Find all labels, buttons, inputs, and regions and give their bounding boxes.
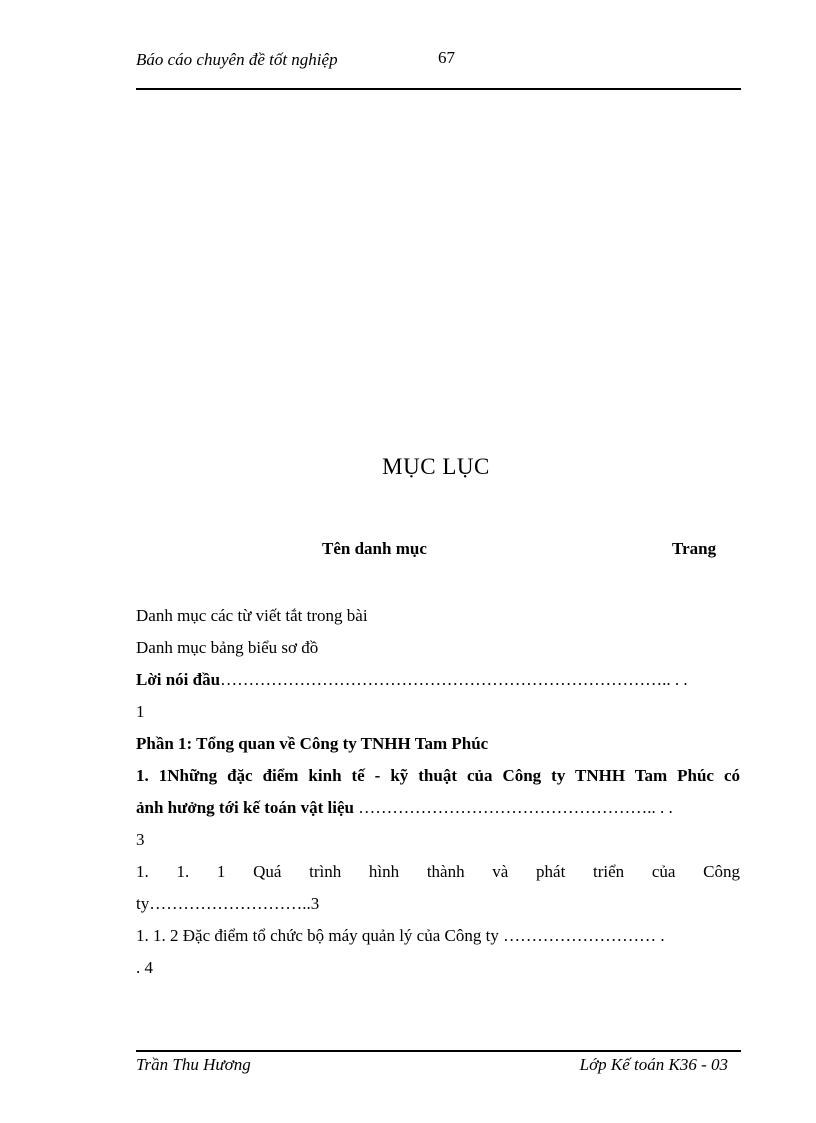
- footer-class-name: Lớp Kế toán K36 - 03: [579, 1055, 728, 1074]
- page-footer: [136, 1055, 740, 1081]
- header-rule: [136, 88, 741, 90]
- toc-entry-1-1-1: 1. 1. 1 Quá trình hình thành và phát triển của Công: [136, 862, 740, 881]
- toc-entry-1-1: 1. 1Những đặc điểm kinh tế - kỹ thuật của Công ty TNHH Tam Phúc có: [136, 766, 740, 785]
- toc-column-page-heading: Trang: [672, 539, 717, 558]
- toc-entry-1-1-leader: …………………………………………….. . .: [353, 798, 673, 817]
- toc-entry-1-1-label: ảnh hưởng tới kế toán vật liệu: [136, 798, 354, 817]
- toc-title: MỤC LỤC: [382, 454, 490, 479]
- toc-entry-abbreviations: Danh mục các từ viết tắt trong bài: [136, 606, 368, 625]
- toc-entry-1-1-2: 1. 1. 2 Đặc điểm tổ chức bộ máy quản lý của Công ty ……………………… .: [136, 926, 665, 945]
- toc-entry-preface: [136, 664, 740, 696]
- toc-entry-1-1-2-page: . 4: [136, 958, 153, 977]
- header-doc-title: Báo cáo chuyên đề tốt nghiệp: [136, 50, 338, 69]
- header-page-number: 67: [438, 48, 455, 67]
- toc-entry-preface-leader: …………………………………………………………………….. . .: [220, 670, 688, 689]
- toc-entry-1-1-1-continued: ty………………………..3: [136, 894, 320, 913]
- footer-rule: [136, 1050, 741, 1052]
- table-of-contents: [136, 600, 740, 984]
- toc-entry-part-1: Phần 1: Tổng quan về Công ty TNHH Tam Phúc: [136, 734, 489, 753]
- toc-entry-1-1-page: 3: [136, 830, 145, 849]
- toc-column-name-heading: Tên danh mục: [322, 539, 427, 558]
- toc-entry-1-1-continued: [136, 792, 740, 824]
- footer-author: Trần Thu Hương: [136, 1055, 251, 1074]
- toc-entry-preface-page: 1: [136, 702, 145, 721]
- toc-entry-tables-diagrams: Danh mục bảng biểu sơ đồ: [136, 638, 319, 657]
- toc-entry-preface-label: Lời nói đầu: [136, 670, 221, 689]
- page-header: [136, 48, 740, 76]
